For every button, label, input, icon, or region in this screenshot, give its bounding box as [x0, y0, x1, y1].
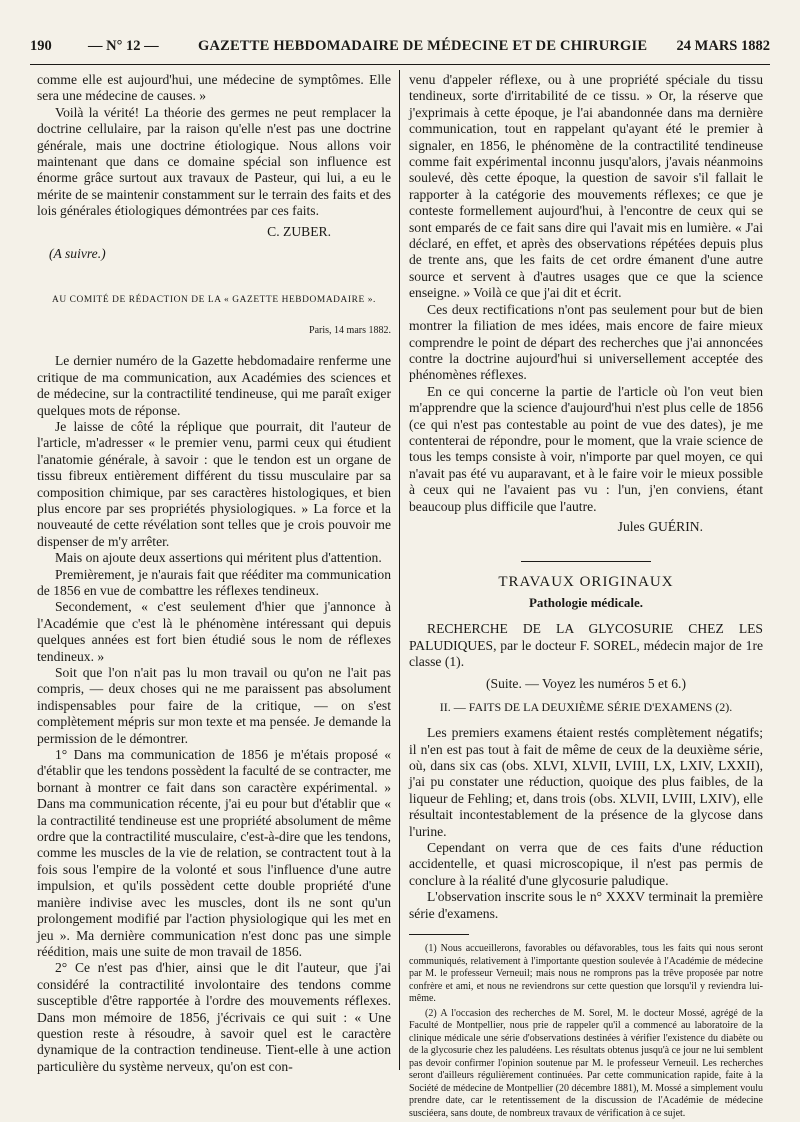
paragraph: Secondement, « c'est seulement d'hier que j'annonce à l'Académie que c'est là le phénomène intéressant qui depuis quelques années est fort bien étudié sous le nom de réflexes tendineux. » [37, 599, 391, 664]
header-rule [30, 64, 770, 65]
paragraph: Cependant on verra que de ces faits d'une réduction accidentelle, et quasi microscopique, il n'est pas permis de conclure à la réalité d'une glycosurie paludique. [409, 840, 763, 888]
issue-date: 24 MARS 1882 [676, 38, 770, 54]
letter-heading: AU COMITÉ DE RÉDACTION DE LA « GAZETTE HEBDOMADAIRE ». [51, 295, 377, 306]
article-title: RECHERCHE DE LA GLYCOSURIE CHEZ LES PALUDIQUES, par le docteur F. SOREL, médecin major de 1re classe (1). [409, 621, 763, 669]
to-be-continued: (A suivre.) [49, 246, 106, 262]
paragraph: En ce qui concerne la partie de l'article où l'on veut bien m'apprendre que la science d'aujourd'hui n'est plus celle de 1856 (ce qui n'est pas contestable au point de vue des dates), je me contenterai de répondre, pour le moment, que la vraie science de tous les temps consiste à voir, n'importe par quel moyen, ce qui n'avait pas été vu auparavant, et à le faire voir le mieux possible à ceux qui ne l'avaient pas vu : l'un, j'en conviens, étant beaucoup plus difficile que l'autre. [409, 383, 763, 514]
signature: Jules GUÉRIN. [617, 518, 703, 534]
paragraph: Les premiers examens étaient restés complètement négatifs; il n'en est pas tout à fait de même de ceux de la deuxième série, où, dans six cas (obs. XLVI, XLVII, LVIII, LX, LXIV, LXXII), j'ai pu constater une réduction, quoique des plus faibles, de la liqueur de Fehling; et, dans trois (obs. XLVII, LVIII, LXIV), elle résultait incontestablement de la présence de la glycose dans l'urine. [409, 725, 763, 839]
page-number: 190 [30, 38, 52, 54]
article-subheading: II. — FAITS DE LA DEUXIÈME SÉRIE D'EXAMENS (2). [439, 699, 733, 714]
paragraph: Voilà la vérité! La théorie des germes ne peut remplacer la doctrine cellulaire, par la raison qu'elle n'est pas une doctrine générale, mais une doctrine étiologique. Nous allons voir maintenant que dans ce domaine spécial son influence est énorme grâce surtout aux travaux de Pasteur, qui lui, a eu le mérite de se maintenir constamment sur le terrain des faits et des lois générales étiologiques démontrées par ces faits. [37, 104, 391, 219]
dateline: Paris, 14 mars 1882. [309, 324, 391, 336]
article-continuation-note: (Suite. — Voyez les numéros 5 et 6.) [486, 676, 686, 692]
paragraph: Soit que l'on n'ait pas lu mon travail ou qu'on ne l'ait pas compris, — deux choses qui ne me paraissent pas absolument indispensables pour faire de la critique, — on s'est complètement mépris sur mon texte et ma pensée. Je demande la permission de le démontrer. [37, 665, 391, 746]
paragraph: L'observation inscrite sous le n° XXXV terminait la première série d'examens. [409, 889, 763, 921]
section-subtitle: Pathologie médicale. [528, 594, 644, 610]
paragraph: Je laisse de côté la réplique que pourrait, dit l'auteur de l'article, m'adresser « le premier venu, parmi ceux qui étudient l'anatomie générale, à savoir : que le tendon est un organe de tissu fibreux entièrement différent du tissu musculaire par sa composition chimique, par ses caractères histologiques, et bien plus encore par ses propriétés physiologiques. » La force et la nouveauté de cette révélation sont telles que je crois pouvoir me dispenser de m'y arrêter. [37, 418, 391, 549]
paragraph: 1° Dans ma communication de 1856 je m'étais proposé « d'établir que les tendons possèdent la faculté de se contracter, me bornant à montrer ce fait dans son caractère expérimental. » Dans ma communication récente, j'ai eu pour but d'établir que « la contractilité tendineuse est une propriété absolument de même ordre que la contractilité musculaire, c'est-à-dire que les tendons, comme les muscles de la vie de relation, se contractent tout à la fois sous l'empire de la volonté et sous l'influence d'une autre impulsion, et qu'ils possèdent cette double propriété d'une manière indivise avec les muscles, dont ils ne sont qu'un prolongement modifié par l'action physiologique qui les met en jeu ». Ma dernière communication n'est donc pas une simple réédition, mais une suite de mon travail de 1856. [37, 747, 391, 959]
footnote-rule [409, 934, 469, 935]
page-header [30, 38, 770, 62]
paragraph: comme elle est aujourd'hui, une médecine de symptômes. Elle sera une médecine de causes. » [37, 72, 391, 104]
paragraph: venu d'appeler réflexe, ou à une propriété spéciale du tissu tendineux, sorte d'irritabilité de ce tissu. » Or, la réserve que j'exprimais à cette époque, je l'ai abandonnée dans ma dernière communication, tout en rappelant qu'ayant été le premier à signaler, en 1856, le phénomène de la contractilité tendineuse comme fait expérimental inconnu jusqu'alors, j'avais néanmoins soulevé, dès cette époque, la question de savoir s'il fallait le rapporter à la catégorie des mouvements réflexes; ce que je conteste formellement aujourd'hui, à l'encontre de ceux qui se sont emparés de ce fait sans dire qui l'avait mis en lumière. « J'ai déclaré, en effet, et après des observations répétées depuis plus de trente ans, que les faits de cet ordre émanent d'une autre source et servent à d'autres usages que ce que la science enseigne. » Voilà ce que j'ai dit et écrit. [409, 72, 763, 301]
paragraph: Premièrement, je n'aurais fait que rééditer ma communication de 1856 en vue de combattre les réflexes tendineux. [37, 566, 391, 598]
paragraph: Le dernier numéro de la Gazette hebdomadaire renferme une critique de ma communication, aux Académies des sciences et de médecine, sur la contractilité tendineuse, qui me paraît exiger quelques mots de réponse. [37, 353, 391, 418]
left-column [37, 72, 391, 1075]
signature: C. ZUBER. [267, 223, 331, 239]
paragraph: 2° Ce n'est pas d'hier, ainsi que le dit l'auteur, que j'ai considéré la contractilité involontaire des tendons comme susceptible d'être rapportée à l'ordre des mouvements réflexes. Dans mon mémoire de 1856, j'écrivais ce qui suit : « Une question reste à résoudre, à savoir quel est le caractère dynamique de la contraction tendineuse. Tient-elle à une action particulière du système nerveux, qu'on est con- [37, 960, 391, 1074]
footnote: (1) Nous accueillerons, favorables ou défavorables, tous les faits qui nous seront communiqués, relativement à l'importante question soulevée à l'Académie de médecine par M. le professeur Verneuil; mais nous ne romprons pas la trêve proposée par notre confrère et ami, et nous ne reviendrons sur cette question que lorsqu'il y reviendra lui-même. [409, 943, 763, 1005]
right-column [409, 72, 763, 1122]
paragraph: Ces deux rectifications n'ont pas seulement pour but de bien montrer la filiation de mes idées, mais encore de faire mieux comprendre le point de départ des recherches que j'ai annoncées contre la doctrine aujourd'hui si universellement acceptée des phénomènes réflexes. [409, 301, 763, 383]
footnote: (2) A l'occasion des recherches de M. Sorel, M. le docteur Mossé, agrégé de la Faculté de Montpellier, nous prie de rappeler qu'il a commencé au laboratoire de la clinique médicale une série d'observations destinées à vérifier l'existence du diabète ou de la glycosurie chez les paludéens. Les résultats obtenus jusqu'à ce jour ne lui semblent pas devoir confirmer l'opinion soutenue par M. le professeur Verneuil. Les recherches seront d'ailleurs régulièrement continuées. Par cette communication rapide, faite à la Société de médecine de Montpellier (20 décembre 1881), M. Mossé a simplement voulu prendre date, car le retentissement de la discussion de l'Académie de médecine susciéera, sans doute, de nombreux travaux de vérification à ce sujet. [409, 1007, 763, 1119]
issue-number: — N° 12 — [88, 38, 159, 54]
section-rule [521, 561, 651, 562]
section-title: TRAVAUX ORIGINAUX [498, 574, 674, 591]
journal-title: GAZETTE HEBDOMADAIRE DE MÉDECINE ET DE CHIRURGIE [198, 38, 648, 54]
paragraph: Mais on ajoute deux assertions qui méritent plus d'attention. [55, 550, 382, 566]
column-divider [399, 70, 400, 1070]
